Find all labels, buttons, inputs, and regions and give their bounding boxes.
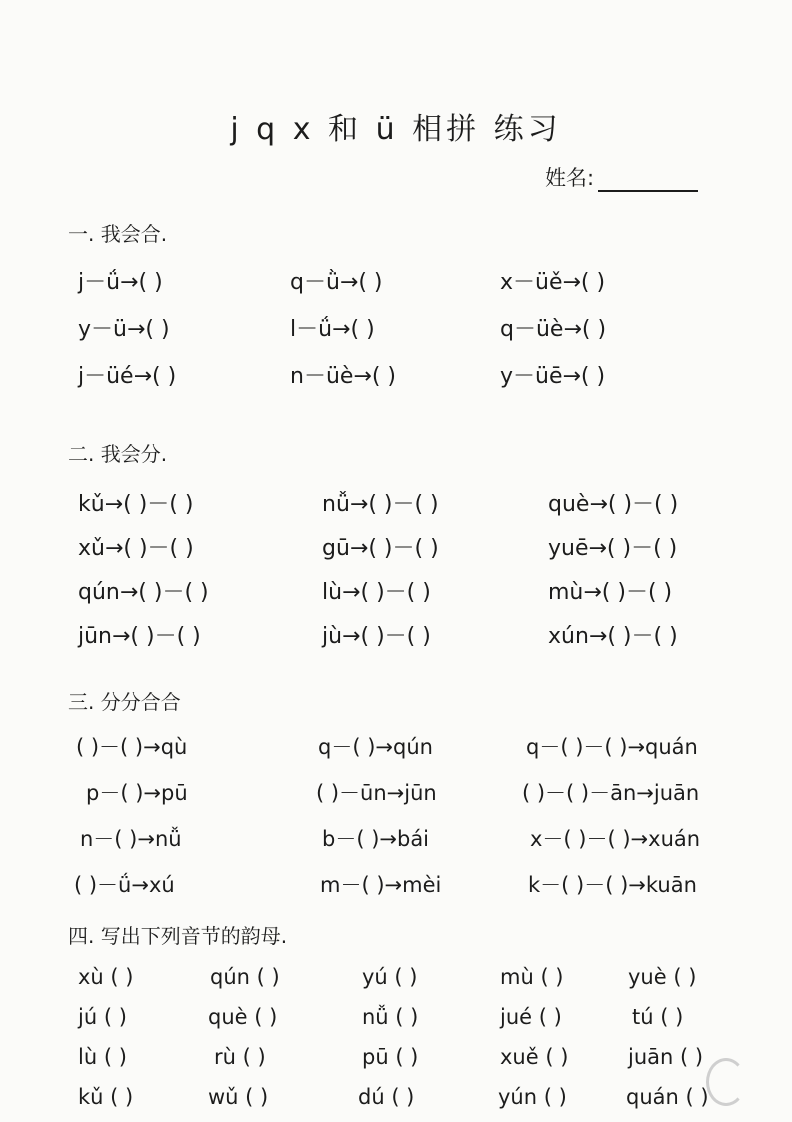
exercise-item: jù→( )－( ) [322, 624, 431, 649]
section4-row [0, 962, 792, 1002]
exercise-item: m－( )→mèi [320, 873, 442, 897]
section2-heading: 二. 我会分. [68, 442, 168, 466]
exercise-item: qún→( )－( ) [78, 580, 209, 605]
section4-row [0, 1082, 792, 1122]
exercise-item: mù→( )－( ) [548, 580, 673, 605]
exercise-item: yuè ( ) [628, 965, 697, 989]
corner-mark-decoration [706, 1058, 746, 1106]
exercise-item: què ( ) [208, 1005, 278, 1029]
exercise-item: q－üè→( ) [500, 317, 607, 342]
exercise-item: ( )－ūn→jūn [316, 781, 437, 805]
section2-row [0, 534, 792, 578]
section2-row [0, 622, 792, 666]
exercise-item: mù ( ) [500, 965, 564, 989]
exercise-item: ( )－( )→qù [76, 735, 188, 759]
exercise-item: quán ( ) [626, 1085, 709, 1109]
exercise-item: p－( )→pū [86, 781, 188, 805]
exercise-item: yún ( ) [498, 1085, 567, 1109]
exercise-item: wǔ ( ) [208, 1085, 269, 1109]
section1-row [0, 362, 792, 409]
exercise-item: q－( )－( )→quán [526, 735, 698, 759]
exercise-item: tú ( ) [632, 1005, 684, 1029]
exercise-item: j－üé→( ) [78, 364, 177, 389]
exercise-item: qún ( ) [210, 965, 280, 989]
name-field [545, 162, 698, 192]
exercise-item: ( )－ǘ→xú [74, 873, 175, 897]
exercise-item: rù ( ) [214, 1045, 266, 1069]
section3-heading: 三. 分分合合 [68, 690, 181, 714]
exercise-item: xún→( )－( ) [548, 624, 678, 649]
exercise-item: kǔ ( ) [78, 1085, 134, 1109]
exercise-item: yú ( ) [362, 965, 418, 989]
section4-row [0, 1042, 792, 1082]
section3-row [0, 870, 792, 916]
section4-grid [0, 962, 792, 1122]
exercise-item: xù ( ) [78, 965, 134, 989]
exercise-item: k－( )－( )→kuān [528, 873, 697, 897]
section3-row [0, 824, 792, 870]
section4-row [0, 1002, 792, 1042]
exercise-item: lù ( ) [78, 1045, 127, 1069]
exercise-item: n－üè→( ) [290, 364, 397, 389]
exercise-item: nǚ ( ) [362, 1005, 419, 1029]
exercise-item: xuě ( ) [500, 1045, 569, 1069]
exercise-item: nǚ→( )－( ) [322, 492, 439, 517]
section1-grid [0, 268, 792, 409]
exercise-item: y－ü→( ) [78, 317, 170, 342]
exercise-item: gū→( )－( ) [322, 536, 439, 561]
section3-row [0, 732, 792, 778]
exercise-item: x－üě→( ) [500, 270, 606, 295]
section3-row [0, 778, 792, 824]
section3-grid [0, 732, 792, 916]
name-blank-line [598, 168, 698, 192]
exercise-item: n－( )→nǚ [80, 827, 182, 851]
exercise-item: què→( )－( ) [548, 492, 679, 517]
exercise-item: jūn→( )－( ) [78, 624, 201, 649]
exercise-item: lù→( )－( ) [322, 580, 431, 605]
section1-row [0, 315, 792, 362]
exercise-item: b－( )→bái [322, 827, 430, 851]
worksheet-title: j q x 和 ü 相拼 练习 [230, 112, 562, 147]
exercise-item: jué ( ) [500, 1005, 562, 1029]
exercise-item: l－ǘ→( ) [290, 317, 375, 342]
exercise-item: yuē→( )－( ) [548, 536, 678, 561]
exercise-item: kǔ→( )－( ) [78, 492, 194, 517]
section1-row [0, 268, 792, 315]
section4-heading: 四. 写出下列音节的韵母. [68, 924, 288, 948]
exercise-item: y－üē→( ) [500, 364, 606, 389]
section2-grid [0, 490, 792, 666]
name-label: 姓名: [545, 166, 595, 190]
exercise-item: ( )－( )－ān→juān [522, 781, 700, 805]
exercise-item: j－ǘ→( ) [78, 270, 163, 295]
section2-row [0, 578, 792, 622]
exercise-item: jú ( ) [78, 1005, 127, 1029]
exercise-item: xǔ→( )－( ) [78, 536, 194, 561]
section2-row [0, 490, 792, 534]
exercise-item: q－ǜ→( ) [290, 270, 383, 295]
exercise-item: juān ( ) [628, 1045, 704, 1069]
exercise-item: pū ( ) [362, 1045, 419, 1069]
section1-heading: 一. 我会合. [68, 222, 168, 246]
exercise-item: dú ( ) [358, 1085, 415, 1109]
exercise-item: q－( )→qún [318, 735, 433, 759]
exercise-item: x－( )－( )→xuán [530, 827, 701, 851]
